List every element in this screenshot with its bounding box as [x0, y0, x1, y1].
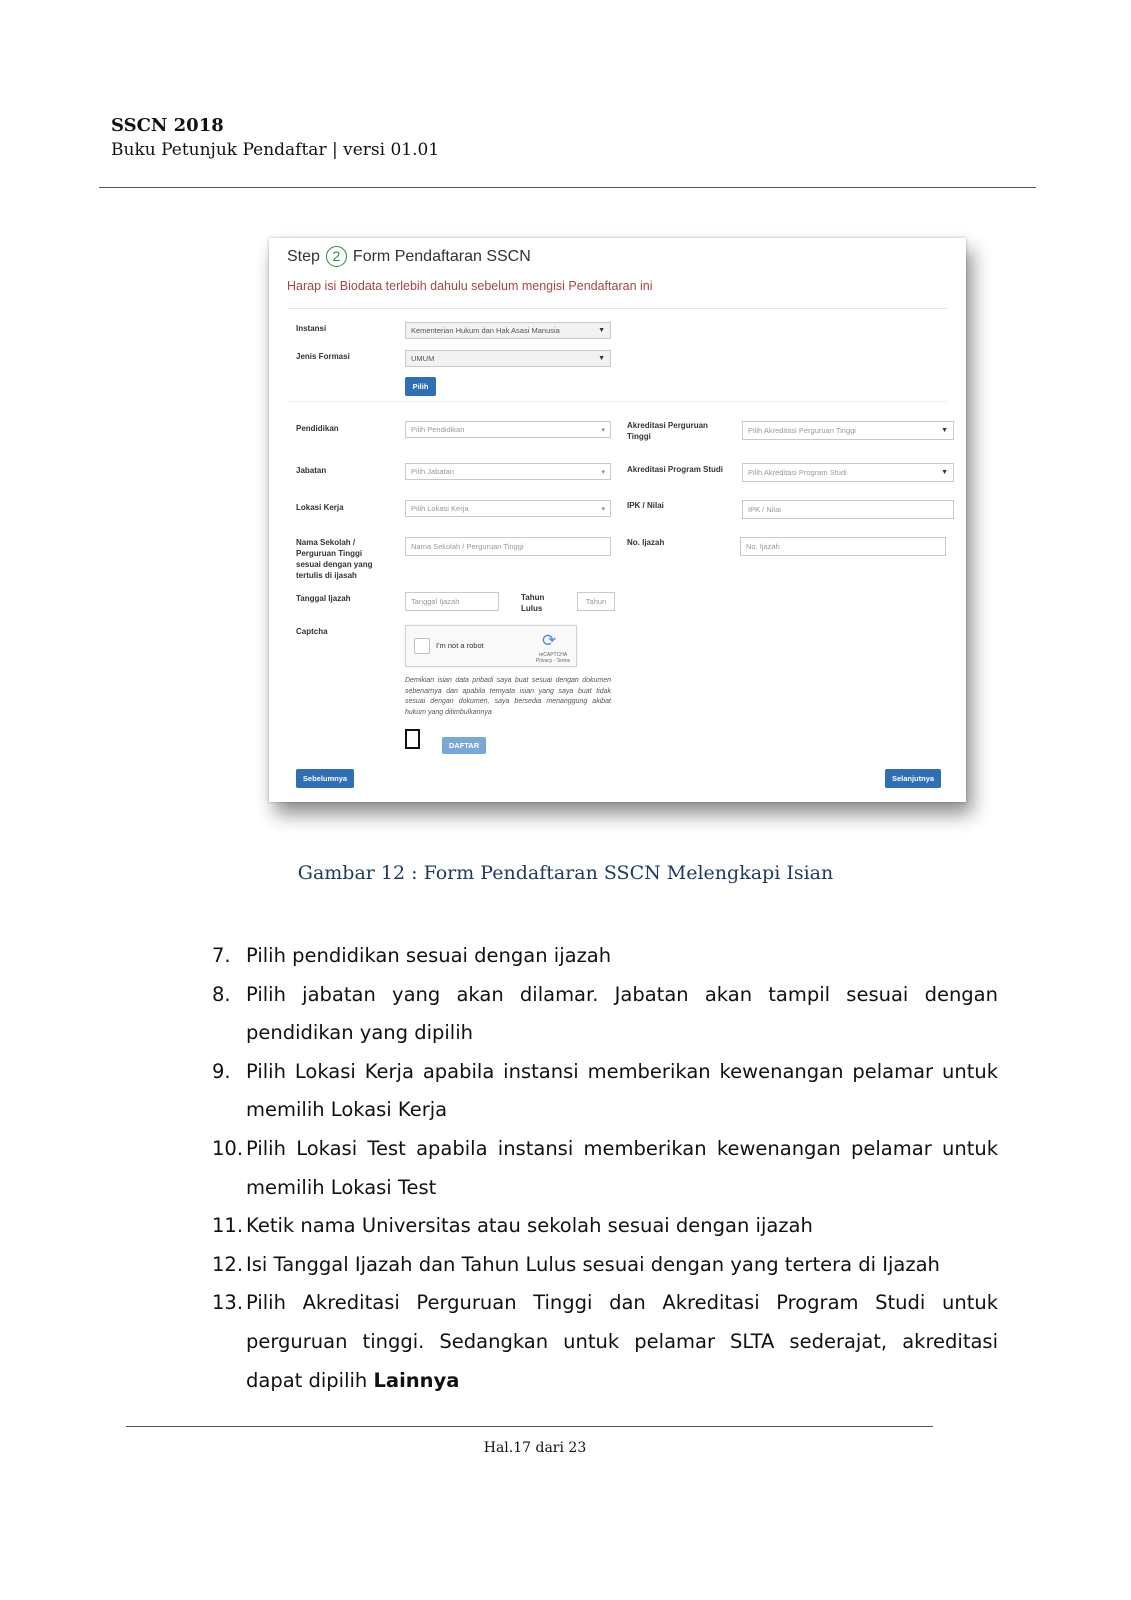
- akreditasi-prodi-label: Akreditasi Program Studi: [627, 465, 724, 474]
- list-number: 8.: [212, 982, 231, 1006]
- recaptcha-widget: [405, 625, 577, 667]
- daftar-button[interactable]: DAFTAR: [442, 737, 486, 754]
- instansi-select[interactable]: [405, 322, 611, 339]
- list-text: Isi Tanggal Ijazah dan Tahun Lulus sesuai dengan yang tertera di Ijazah: [246, 1252, 940, 1276]
- section-divider: [287, 401, 947, 402]
- step-label: Step: [287, 247, 320, 265]
- jenis-formasi-label: Jenis Formasi: [296, 352, 350, 361]
- header-divider: [99, 187, 1036, 188]
- no-ijazah-label: No. Ijazah: [627, 538, 665, 547]
- list-item: [212, 1207, 998, 1246]
- jabatan-placeholder: Pilih Jabatan: [411, 467, 454, 476]
- lokasi-kerja-label: Lokasi Kerja: [296, 503, 344, 512]
- akreditasi-pt-select[interactable]: [742, 421, 954, 440]
- chevron-down-icon: ▼: [598, 327, 605, 334]
- sebelumnya-button[interactable]: Sebelumnya: [296, 769, 354, 788]
- no-ijazah-input[interactable]: [740, 537, 946, 556]
- figure-caption: Gambar 12 : Form Pendaftaran SSCN Melengkapi Isian: [297, 862, 834, 884]
- list-number: 9.: [212, 1059, 231, 1083]
- ipk-input[interactable]: [742, 500, 954, 519]
- pendidikan-placeholder: Pilih Pendidikan: [411, 425, 465, 434]
- document-header: [111, 114, 439, 162]
- form-heading: [287, 246, 531, 267]
- document-title: SSCN 2018: [111, 115, 224, 136]
- list-item: [212, 1284, 998, 1400]
- list-number: 7.: [212, 944, 231, 967]
- jenis-formasi-value: UMUM: [411, 354, 435, 363]
- pendidikan-select[interactable]: [405, 421, 611, 438]
- list-item: [212, 1130, 998, 1207]
- page-number: Hal.17 dari 23: [483, 1440, 587, 1456]
- list-text: Pilih jabatan yang akan dilamar. Jabatan akan tampil sesuai dengan pendidikan yang dipilih: [246, 982, 998, 1045]
- tanggal-ijazah-placeholder: Tanggal Ijazah: [411, 597, 460, 606]
- list-text: Pilih Lokasi Kerja apabila instansi memberikan kewenangan pelamar untuk memilih Lokasi Kerja: [246, 1059, 998, 1122]
- list-text: Pilih Akreditasi Perguruan Tinggi dan Akreditasi Program Studi untuk perguruan tinggi. Sedangkan untuk pelamar SLTA sederajat, akreditasi dapat dipilih: [246, 1291, 998, 1392]
- tahun-lulus-input[interactable]: [577, 592, 615, 611]
- jabatan-label: Jabatan: [296, 466, 327, 475]
- tanggal-ijazah-input[interactable]: [405, 592, 499, 611]
- form-screenshot: [269, 238, 966, 802]
- tanggal-ijazah-label: Tanggal Ijazah: [296, 594, 351, 603]
- recaptcha-brand-text: reCAPTCHA: [538, 652, 568, 658]
- list-number: 12.: [212, 1252, 244, 1276]
- recaptcha-links[interactable]: Privacy - Terms: [535, 658, 571, 664]
- footer-divider: [126, 1426, 933, 1427]
- nama-sekolah-input[interactable]: [405, 537, 611, 556]
- selanjutnya-button[interactable]: Selanjutnya: [885, 769, 941, 788]
- pendidikan-label: Pendidikan: [296, 424, 339, 433]
- nama-sekolah-label: Nama Sekolah / Perguruan Tinggi sesuai dengan yang tertulis di ijasah: [296, 538, 373, 580]
- chevron-down-icon: ▾: [601, 505, 605, 513]
- instansi-value: Kementerian Hukum dan Hak Asasi Manusia: [411, 326, 560, 335]
- ipk-placeholder: IPK / Nilai: [748, 505, 781, 514]
- list-number: 10.: [212, 1136, 244, 1160]
- list-text-bold: Lainnya: [373, 1368, 460, 1392]
- chevron-down-icon: ▼: [598, 355, 605, 362]
- declaration-text: Demikian isian data pribadi saya buat sesuai dengan dokumen sebenarnya dan apabila ternyata isian yang saya buat tidak sesuai dengan dokumen, saya bersedia menanggung akibat hukum yang ditimbulkannya: [405, 677, 611, 716]
- akreditasi-pt-label: Akreditasi Perguruan Tinggi: [627, 421, 708, 441]
- chevron-down-icon: ▼: [941, 469, 948, 476]
- jenis-formasi-select[interactable]: [405, 350, 611, 367]
- list-item: [212, 937, 998, 976]
- list-item: [212, 976, 998, 1053]
- instruction-list: [212, 937, 998, 1400]
- list-item: [212, 1053, 998, 1130]
- list-text: Ketik nama Universitas atau sekolah sesuai dengan ijazah: [246, 1214, 813, 1238]
- list-item: [212, 1246, 998, 1285]
- akreditasi-pt-placeholder: Pilih Akreditasi Perguruan Tinggi: [748, 426, 856, 435]
- chevron-down-icon: ▾: [601, 426, 605, 434]
- list-text: Pilih Lokasi Test apabila instansi memberikan kewenangan pelamar untuk memilih Lokasi Test: [246, 1136, 998, 1199]
- biodata-warning: Harap isi Biodata terlebih dahulu sebelum mengisi Pendaftaran ini: [287, 279, 653, 293]
- lokasi-kerja-placeholder: Pilih Lokasi Kerja: [411, 504, 469, 513]
- ipk-label: IPK / Nilai: [627, 501, 664, 510]
- heading-divider: [287, 308, 947, 309]
- nama-sekolah-placeholder: Nama Sekolah / Perguruan Tinggi: [411, 542, 524, 551]
- recaptcha-brand: [532, 652, 574, 664]
- form-title: Form Pendaftaran SSCN: [352, 247, 531, 265]
- captcha-label: Captcha: [296, 627, 328, 636]
- list-number: 11.: [212, 1214, 244, 1238]
- recaptcha-logo-icon: ⟳: [542, 631, 557, 650]
- list-number: 13.: [212, 1291, 244, 1315]
- jabatan-select[interactable]: [405, 463, 611, 480]
- no-ijazah-placeholder: No. Ijazah: [746, 542, 780, 551]
- lokasi-kerja-select[interactable]: [405, 500, 611, 517]
- recaptcha-text: I'm not a robot: [436, 641, 484, 650]
- chevron-down-icon: ▾: [601, 468, 605, 476]
- tahun-lulus-label: Tahun Lulus: [521, 593, 545, 613]
- agreement-checkbox[interactable]: [405, 729, 420, 749]
- tahun-lulus-placeholder: Tahun: [585, 597, 607, 606]
- pilih-button[interactable]: Pilih: [405, 377, 436, 396]
- document-subtitle: Buku Petunjuk Pendaftar | versi 01.01: [111, 140, 440, 160]
- list-text: Pilih pendidikan sesuai dengan ijazah: [246, 944, 612, 967]
- akreditasi-prodi-select[interactable]: [742, 463, 954, 482]
- step-number-badge: 2: [326, 246, 347, 267]
- chevron-down-icon: ▼: [941, 427, 948, 434]
- akreditasi-prodi-placeholder: Pilih Akreditasi Program Studi: [748, 468, 847, 477]
- instansi-label: Instansi: [296, 324, 327, 333]
- recaptcha-checkbox[interactable]: [414, 638, 430, 654]
